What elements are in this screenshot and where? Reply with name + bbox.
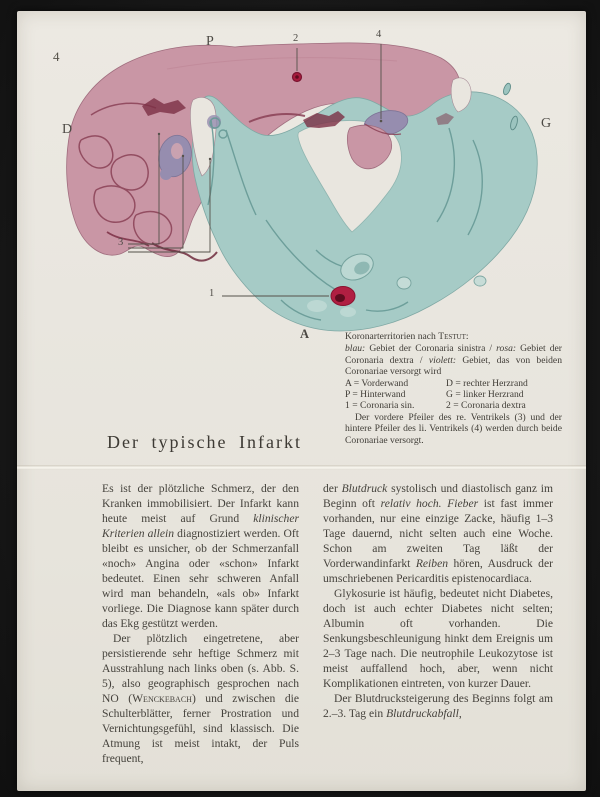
text-run-italic: Blutdruckabfall [386, 707, 459, 720]
paragraph [102, 481, 299, 631]
coronaria-sinistra-spot [331, 287, 355, 306]
legend-2: 2 = Coronaria dextra [446, 400, 526, 412]
text-run-italic: klinischer Kriterien allein [102, 512, 299, 540]
text-run: diagnostiziert werden. Oft bleibt es unsicher, ob der Schmerzanfall «noch» Angina oder «schon» Infarkt bedeutet. Einen sehr schweren Anfall wird man behandeln, «als ob» Infarkt vorliege. Die Diagnose kann später durch das Ekg gestützt werden. [102, 527, 299, 630]
caption-title-pre: Koronarterritorien nach [345, 331, 439, 342]
text-run-italic: Blutdruck [341, 482, 388, 495]
text-run: hören, Ausdruck der umschriebenen Pericarditis epistenocardiaca. [323, 557, 553, 585]
section-heading: Der typische Infarkt [107, 432, 302, 452]
figure-label-coronaria-sin: 1 [209, 288, 215, 299]
text-run: Der Blutdrucksteigerung des Beginns folgt am 2.–3. Tag ein [323, 692, 553, 720]
key-violett: violett: [428, 354, 457, 366]
figure-label-pillar-3: 3 [118, 237, 124, 248]
text-run: , [458, 707, 462, 720]
text-run: Glykosurie ist häufig, bedeutet nicht Diabetes, doch ist auch echter Diabetes nicht selten; Albumin oft vorhanden. Die Senkungsbeschleunigung hinkt dem Ereignis um 2–3 Tage nach. Die neutrophile Leukozytose ist meist auffallend hoch, aber, wenn nicht Komplikationen eintreten, von kurzer Dauer. [323, 587, 553, 690]
legend-row [345, 400, 562, 411]
body-text [102, 481, 553, 766]
legend-d: D = rechter Herzrand [446, 377, 528, 389]
blau-light-oval-1 [307, 300, 327, 312]
key-blau: blau: [345, 343, 366, 355]
legend-row [345, 378, 562, 389]
figure-label-linker-herzrand: G [541, 116, 552, 131]
text-run-italic: relativ hoch. [380, 497, 442, 510]
paragraph [323, 481, 553, 586]
figure-label-vorderwand: A [300, 327, 310, 341]
small-opening-1 [397, 277, 411, 289]
paragraph [323, 586, 553, 691]
caption-color-key [345, 343, 562, 377]
right-edge-slit-1 [502, 82, 512, 95]
legend-1: 1 = Coronaria sin. [345, 400, 415, 412]
right-column [323, 481, 553, 766]
caption-note: Der vordere Pfeiler des re. Ventrikels (3) und der hintere Pfeiler des li. Ventrikels (4) werden durch beide Coronariae versorgt. [345, 411, 562, 446]
figure-caption [345, 331, 562, 446]
legend-a: A = Vorderwand [345, 377, 409, 389]
text-run: Es ist der plötzliche Schmerz, der den Kranken immobilisiert. Der Infarkt kann heute meist auf Grund [102, 482, 299, 525]
coronaria-dextra-spot [293, 73, 302, 82]
text-run: systolisch und diastolisch ganz im Beginn oft [323, 482, 553, 510]
blau-light-oval-2 [340, 307, 356, 317]
text-run: der [323, 482, 342, 495]
caption-title [345, 331, 562, 342]
figure-label-rechter-herzrand: D [62, 122, 73, 137]
legend-p: P = Hinterwand [345, 389, 406, 401]
book-page [17, 11, 586, 791]
text-run: ist fast immer vorhanden, nur eine einzige Zacke, häufig 1–3 Tage dauernd, nicht selten auch eine Woche. Schon am zweiten Tag läßt der Vorderwandinfarkt [323, 497, 554, 570]
text-run-italic: Reiben [415, 557, 449, 570]
key-violett-text: Gebiet, das von beiden Coronariae versorgt wird [345, 354, 562, 378]
key-rosa: rosa: [496, 343, 517, 355]
figure-label-pillar-4: 4 [376, 29, 382, 40]
figure-label-hinterwand: P [206, 34, 214, 49]
key-blau-text: Gebiet der Coronaria sinistra / [365, 343, 497, 355]
small-opening-2 [474, 276, 486, 286]
figure-label-coronaria-dextra: 2 [293, 33, 299, 44]
legend-g: G = linker Herzrand [446, 389, 524, 401]
left-column [102, 481, 299, 766]
caption-title-author: Testut [438, 331, 466, 342]
paragraph [323, 691, 553, 721]
legend-row [345, 389, 562, 400]
key-rosa-text: Gebiet der Coronaria dextra / [345, 343, 562, 366]
caption-legend [345, 378, 562, 412]
caption-title-colon: : [465, 331, 469, 342]
text-run: Der plötzlich eingetretene, aber persistierende sehr heftige Schmerz mit Ausstrahlung nach links oben (s. Abb. S. 5), also geographisch gesprochen nach NO ( [102, 632, 299, 705]
text-run: ) und zwischen die Schulterblätter, ferner Prostration und Vernichtungsgefühl, sind klassisch. Die Atmung ist meist intakt, der Puls frequent, [102, 692, 299, 765]
page-number: 4 [53, 49, 60, 64]
text-run-smallcaps: Wenckebach [132, 692, 192, 705]
paragraph [102, 631, 299, 766]
text-run-italic: Fieber [447, 497, 479, 510]
fold-crease [17, 465, 586, 470]
